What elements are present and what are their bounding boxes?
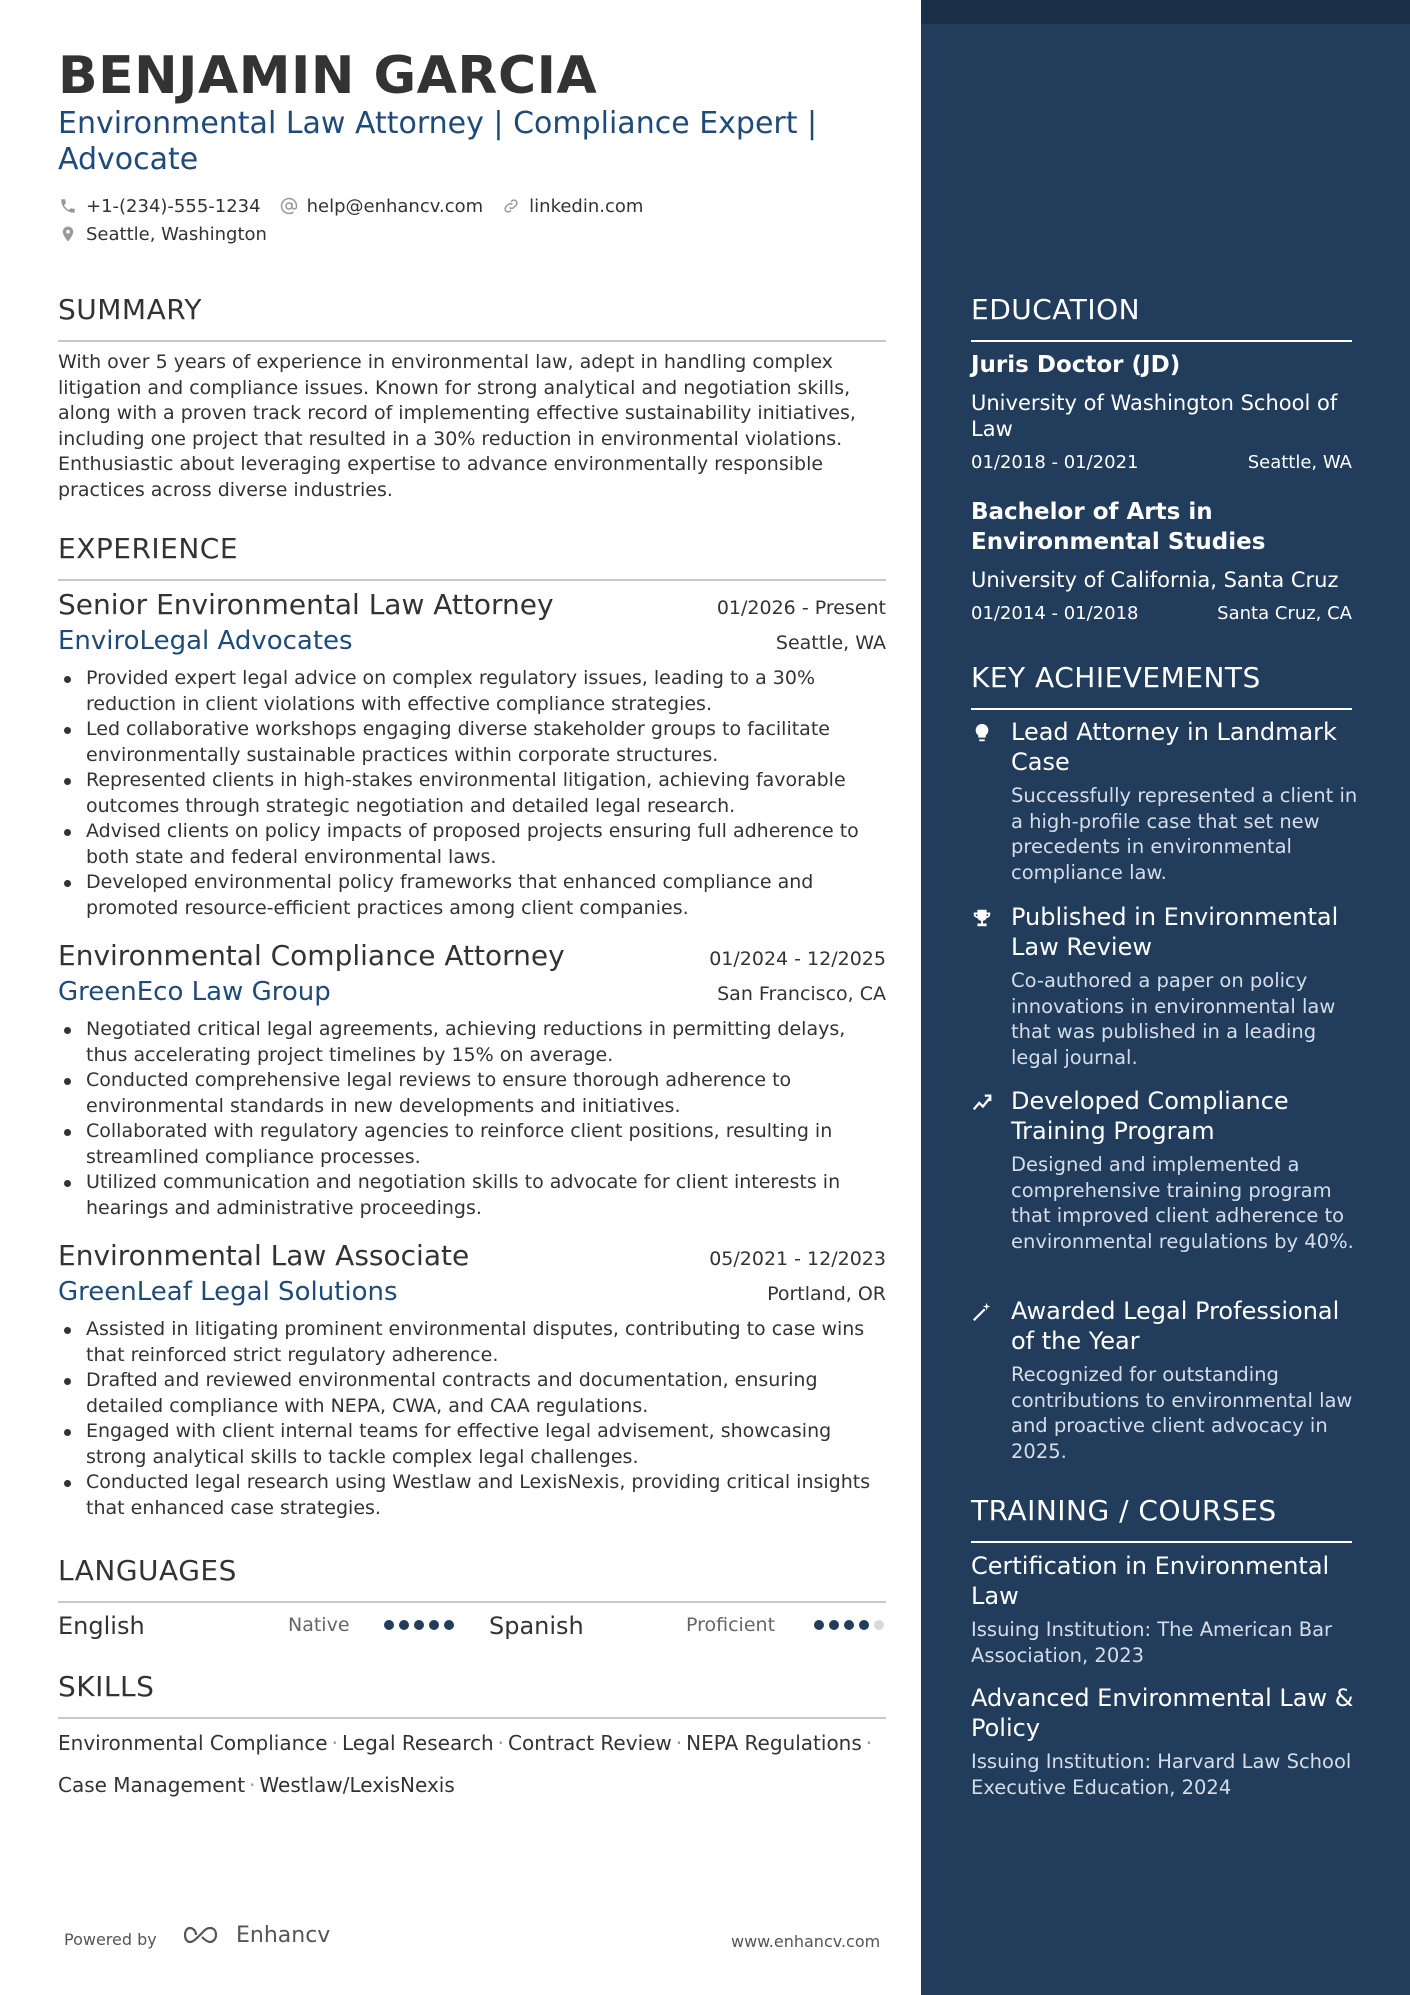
- phone-contact[interactable]: [58, 196, 261, 217]
- job-bullets: [58, 1017, 886, 1221]
- rating-dot: [859, 1620, 869, 1630]
- achievement-description: Designed and implemented a comprehensive training program that improved client adherence to environmental regulations by 40%.: [1011, 1153, 1354, 1253]
- skills-heading: SKILLS: [58, 1670, 155, 1703]
- language-name: Spanish: [489, 1612, 584, 1640]
- school: University of Washington School of Law: [971, 391, 1338, 441]
- course-description: Issuing Institution: The American Bar Association, 2023: [971, 1618, 1333, 1667]
- achievement-title: Awarded Legal Professional of the Year: [1011, 1297, 1340, 1355]
- language-level: Proficient: [686, 1614, 776, 1636]
- job-location: Seattle, WA: [775, 632, 886, 654]
- course-title: Certification in Environmental Law: [971, 1552, 1330, 1610]
- achievement-item: [971, 1296, 1361, 1464]
- achievements-divider: [971, 708, 1352, 710]
- achievement-item: [971, 1086, 1361, 1254]
- job-title: Senior Environmental Law Attorney: [58, 588, 554, 621]
- education-location: Santa Cruz, CA: [1217, 603, 1352, 624]
- lightbulb-icon: [971, 717, 999, 777]
- education-entry: [971, 497, 1352, 624]
- job-dates: 05/2021 - 12/2023: [709, 1248, 886, 1270]
- rating-dot: [844, 1620, 854, 1630]
- rating-dot: [874, 1620, 884, 1630]
- job-entry: [58, 1239, 886, 1521]
- candidate-name: BENJAMIN GARCIA: [58, 46, 598, 106]
- job-entry: [58, 939, 886, 1221]
- linkedin-text: linkedin.com: [529, 195, 644, 217]
- brand-name: Enhancv: [236, 1922, 331, 1948]
- linkedin-contact[interactable]: [501, 196, 643, 217]
- language-rating: [814, 1620, 889, 1630]
- rating-dot: [429, 1620, 439, 1630]
- company-name: EnviroLegal Advocates: [58, 626, 353, 656]
- languages-heading: LANGUAGES: [58, 1554, 237, 1587]
- bullet-item: Assisted in litigating prominent environmental disputes, contributing to case wins that reinforced strict regulatory adherence.: [58, 1317, 886, 1368]
- achievement-item: [971, 902, 1361, 1070]
- powered-by-label: Powered by: [64, 1930, 157, 1949]
- summary-heading: SUMMARY: [58, 293, 203, 326]
- achievement-description: Recognized for outstanding contributions to environmental law and proactive client advocacy in 2025.: [1011, 1363, 1353, 1463]
- languages-divider: [58, 1601, 886, 1603]
- bullet-item: Collaborated with regulatory agencies to reinforce client positions, resulting in streamlined compliance processes.: [58, 1119, 886, 1170]
- language-rating: [384, 1620, 459, 1630]
- website-link[interactable]: www.enhancv.com: [731, 1932, 881, 1951]
- rating-dot: [814, 1620, 824, 1630]
- course-item: [971, 1683, 1361, 1800]
- skill-item: Legal Research: [341, 1731, 494, 1755]
- infinity-logo-icon: [184, 1922, 230, 1948]
- company-name: GreenLeaf Legal Solutions: [58, 1277, 398, 1307]
- bullet-item: Conducted comprehensive legal reviews to ensure thorough adherence to environmental standards in new developments and initiatives.: [58, 1068, 886, 1119]
- experience-divider: [58, 579, 886, 581]
- education-entry: [971, 350, 1352, 473]
- language-name: English: [58, 1612, 145, 1640]
- bullet-item: Developed environmental policy frameworks that enhanced compliance and promoted resource-efficient practices among client companies.: [58, 870, 886, 921]
- achievement-item: [971, 717, 1361, 885]
- location-contact: [58, 224, 267, 245]
- training-divider: [971, 1541, 1352, 1543]
- skill-item: NEPA Regulations: [686, 1731, 862, 1755]
- job-location: Portland, OR: [767, 1283, 886, 1305]
- training-heading: TRAINING / COURSES: [971, 1494, 1277, 1527]
- rating-dot: [829, 1620, 839, 1630]
- job-dates: 01/2024 - 12/2025: [709, 948, 886, 970]
- rating-dot: [444, 1620, 454, 1630]
- education-divider: [971, 340, 1352, 342]
- chart-icon: [971, 1086, 999, 1146]
- job-bullets: [58, 666, 886, 921]
- skill-item: Case Management: [58, 1773, 246, 1797]
- degree: Bachelor of Arts in Environmental Studies: [971, 499, 1266, 555]
- course-title: Advanced Environmental Law & Policy: [971, 1684, 1354, 1742]
- summary-text: With over 5 years of experience in environmental law, adept in handling complex litigation and compliance issues. Known for strong analytical and negotiation skills, along with a proven track record of implementing effective sustainability initiatives, including one project that resulted in a 30% reduction in environmental violations. Enthusiastic about leveraging expertise to advance environmentally responsible practices across diverse industries.: [58, 351, 856, 501]
- trophy-icon: [971, 902, 999, 962]
- bullet-item: Advised clients on policy impacts of proposed projects ensuring full adherence to both state and federal environmental laws.: [58, 819, 886, 870]
- job-bullets: [58, 1317, 886, 1521]
- phone-icon: [58, 196, 78, 216]
- degree: Juris Doctor (JD): [971, 352, 1181, 378]
- language-level: Native: [288, 1614, 350, 1636]
- at-sign-icon: [279, 196, 299, 216]
- magic-wand-icon: [971, 1296, 999, 1356]
- education-dates: 01/2018 - 01/2021: [971, 452, 1139, 473]
- education-heading: EDUCATION: [971, 293, 1141, 326]
- sidebar-top-bar: [921, 0, 1410, 24]
- bullet-item: Utilized communication and negotiation skills to advocate for client interests in hearings and administrative proceedings.: [58, 1170, 886, 1221]
- languages-list: [58, 1610, 886, 1642]
- company-name: GreenEco Law Group: [58, 977, 331, 1007]
- summary-divider: [58, 340, 886, 342]
- skills-list: Environmental Compliance · Legal Research · Contract Review · NEPA Regulations · Case Management · Westlaw/LexisNexis: [58, 1731, 873, 1797]
- bullet-item: Engaged with client internal teams for effective legal advisement, showcasing strong analytical skills to tackle complex legal challenges.: [58, 1419, 886, 1470]
- experience-heading: EXPERIENCE: [58, 532, 239, 565]
- phone-text: +1-(234)-555-1234: [86, 195, 261, 217]
- sidebar: [921, 0, 1410, 1995]
- bullet-item: Negotiated critical legal agreements, achieving reductions in permitting delays, thus accelerating project timelines by 15% on average.: [58, 1017, 886, 1068]
- bullet-item: Provided expert legal advice on complex regulatory issues, leading to a 30% reduction in client violations with effective compliance strategies.: [58, 666, 886, 717]
- enhancv-logo[interactable]: [184, 1922, 330, 1948]
- skill-item: Westlaw/LexisNexis: [259, 1773, 455, 1797]
- job-location: San Francisco, CA: [717, 983, 886, 1005]
- skill-item: Contract Review: [508, 1731, 672, 1755]
- rating-dot: [414, 1620, 424, 1630]
- bullet-item: Represented clients in high-stakes environmental litigation, achieving favorable outcomes through strategic negotiation and detailed legal research.: [58, 768, 886, 819]
- education-location: Seattle, WA: [1247, 452, 1352, 473]
- achievement-description: Successfully represented a client in a high-profile case that set new precedents in environmental compliance law.: [1011, 784, 1358, 884]
- school: University of California, Santa Cruz: [971, 568, 1339, 592]
- job-title: Environmental Law Associate: [58, 1239, 470, 1272]
- skill-item: Environmental Compliance: [58, 1731, 328, 1755]
- bullet-item: Conducted legal research using Westlaw and LexisNexis, providing critical insights that enhanced case strategies.: [58, 1470, 886, 1521]
- job-entry: [58, 588, 886, 921]
- job-dates: 01/2026 - Present: [716, 597, 886, 619]
- education-dates: 01/2014 - 01/2018: [971, 603, 1139, 624]
- rating-dot: [384, 1620, 394, 1630]
- skills-divider: [58, 1717, 886, 1719]
- map-pin-icon: [58, 224, 78, 244]
- achievement-title: Lead Attorney in Landmark Case: [1011, 718, 1337, 776]
- achievement-description: Co-authored a paper on policy innovations in environmental law that was published in a leading legal journal.: [1011, 969, 1336, 1069]
- course-description: Issuing Institution: Harvard Law School Executive Education, 2024: [971, 1750, 1352, 1799]
- achievement-title: Developed Compliance Training Program: [1011, 1087, 1289, 1145]
- link-icon: [501, 196, 521, 216]
- email-contact[interactable]: [279, 196, 484, 217]
- rating-dot: [399, 1620, 409, 1630]
- course-item: [971, 1551, 1361, 1668]
- candidate-title: Environmental Law Attorney | Compliance Expert | Advocate: [58, 106, 818, 177]
- bullet-item: Led collaborative workshops engaging diverse stakeholder groups to facilitate environmentally sustainable practices within corporate structures.: [58, 717, 886, 768]
- achievements-heading: KEY ACHIEVEMENTS: [971, 661, 1261, 694]
- contact-info: [58, 192, 898, 248]
- email-text: help@enhancv.com: [306, 195, 484, 217]
- bullet-item: Drafted and reviewed environmental contracts and documentation, ensuring detailed compliance with NEPA, CWA, and CAA regulations.: [58, 1368, 886, 1419]
- achievement-title: Published in Environmental Law Review: [1011, 903, 1339, 961]
- location-text: Seattle, Washington: [86, 223, 267, 245]
- job-title: Environmental Compliance Attorney: [58, 939, 565, 972]
